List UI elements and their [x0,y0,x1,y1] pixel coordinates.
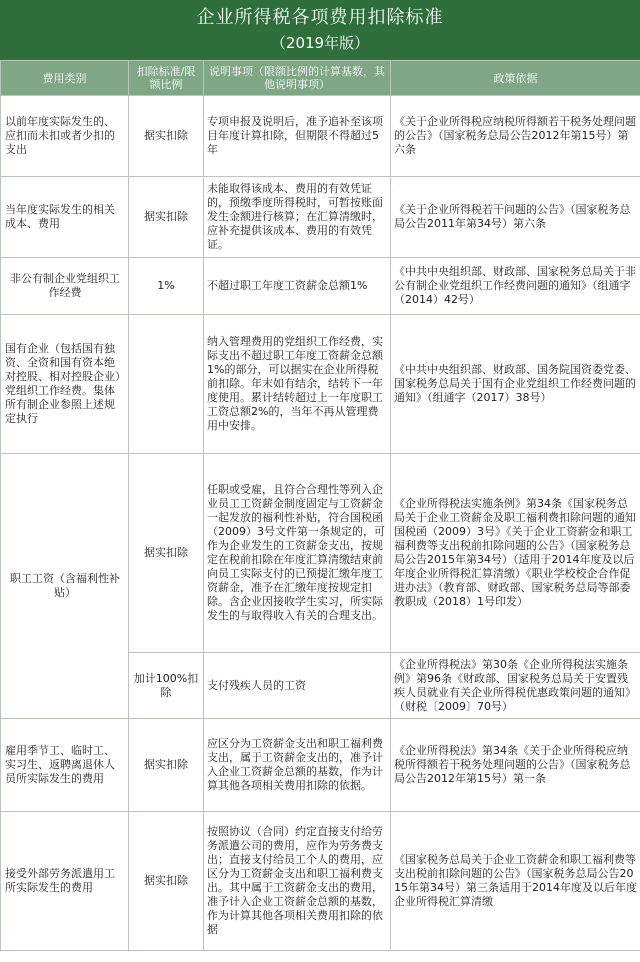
category-cell: 职工工资（含福利性补贴） [1,454,129,719]
standard-cell: 1% [129,258,204,315]
standard-cell: 加计100%扣除 [129,653,204,719]
policy-cell: 《企业所得税法实施条例》第34条《国家税务总局关于企业工资薪金及职工福利费扣除问题的通知国税函（2009）3号》《关于企业工资薪金和职工福利费等支出税前扣除问题的公告》（国家税务总局公告2015年第34号）（适用于2014年度及以后年度企业所得税汇算清缴）《职业学校校企合作促进办法》（教育部、财政部、国家税务总局等部委教职成（2018）1号印发） [391,454,640,653]
note-cell: 未能取得该成本、费用的有效凭证的，预缴季度所得税时，可暂按账面发生金额进行核算；在汇算清缴时，应补充提供该成本、费用的有效凭证。 [204,177,391,258]
category-cell: 非公有制企业党组织工作经费 [1,258,129,315]
table-row [1,454,640,653]
policy-cell: 《国家税务总局关于企业工资薪金和职工福利费等支出税前扣除问题的公告》（国家税务总局公告2015年第34号）第三条适用于2014年度及以后年度企业所得税汇算清缴 [391,812,640,951]
note-cell: 专项申报及说明后，准予追补至该项目年度计算扣除，但期限不得超过5年 [204,96,391,177]
category-cell: 接受外部劳务派遣用工所实际发生的费用 [1,812,129,951]
note-cell: 纳入管理费用的党组织工作经费，实际支出不超过职工年度工资薪金总额1%的部分，可以据实在企业所得税前扣除。年末如有结余，结转下一年度使用。累计结转超过上一年度职工工资总额2%的，当年不再从管理费用中安排。 [204,315,391,454]
policy-cell: 《关于企业所得税应纳税所得额若干税务处理问题的公告》（国家税务总局公告2012年第15号）第六条 [391,96,640,177]
category-cell: 国有企业（包括国有独资、全资和国有资本绝对控股、相对控股企业）党组织工作经费。集体所有制企业参照上述规定执行 [1,315,129,454]
policy-cell: 《关于企业所得税若干问题的公告》（国家税务总局公告2011年第34号）第六条 [391,177,640,258]
standard-cell [129,315,204,454]
table-row [1,258,640,315]
note-cell: 支付残疾人员的工资 [204,653,391,719]
column-header-policy: 政策依据 [391,61,640,96]
table-row [1,177,640,258]
standard-cell: 据实扣除 [129,96,204,177]
table-row [1,719,640,812]
deduction-standards-table [0,60,640,951]
policy-cell: 《企业所得税法》第34条《关于企业所得税应纳税所得额若干税务处理问题的公告》（国家税务总局公告2012年第15号）第一条 [391,719,640,812]
category-cell: 当年度实际发生的相关成本、费用 [1,177,129,258]
table-row [1,96,640,177]
column-header-standard: 扣除标准/限额比例 [129,61,204,96]
category-cell: 以前年度实际发生的、应扣而未扣或者少扣的支出 [1,96,129,177]
document-subtitle: （2019年版） [270,34,370,52]
standard-cell: 据实扣除 [129,719,204,812]
document-title: 企业所得税各项费用扣除标准 [196,7,444,28]
standard-cell: 据实扣除 [129,177,204,258]
note-cell: 按照协议（合同）约定直接支付给劳务派遣公司的费用，应作为劳务费支出；直接支付给员工个人的费用，应区分为工资薪金支出和职工福利费支出。其中属于工资薪金支出的费用，准予计入企业工资薪金总额的基数，作为计算其他各项相关费用扣除的依据 [204,812,391,951]
category-cell: 雇用季节工、临时工、实习生、返聘离退休人员所实际发生的费用 [1,719,129,812]
standard-cell: 据实扣除 [129,454,204,653]
policy-cell: 《中共中央组织部、财政部、国家税务总局关于非公有制企业党组织工作经费问题的通知》（组通字（2014）42号） [391,258,640,315]
table-row [1,315,640,454]
note-cell: 应区分为工资薪金支出和职工福利费支出，属于工资薪金支出的，准予计入企业工资薪金总额的基数，作为计算其他各项相关费用扣除的依据。 [204,719,391,812]
table-header-row [1,61,640,96]
policy-cell: 《企业所得税法》第30条《企业所得税法实施条例》第96条《财政部、国家税务总局关于安置残疾人员就业有关企业所得税优惠政策问题的通知》（财税〔2009〕70号） [391,653,640,719]
column-header-category: 费用类别 [1,61,129,96]
note-cell: 不超过职工年度工资薪金总额1% [204,258,391,315]
title-banner [0,0,640,60]
standard-cell: 据实扣除 [129,812,204,951]
column-header-note: 说明事项（限额比例的计算基数，其他说明事项） [204,61,391,96]
table-row [1,812,640,951]
policy-cell: 《中共中央组织部、财政部、国务院国资委党委、国家税务总局关于国有企业党组织工作经费问题的通知》（组通字（2017）38号） [391,315,640,454]
note-cell: 任职或受雇，且符合合理性等列入企业员工工资薪金制度固定与工资薪金一起发放的福利性补贴，符合国税函（2009）3号文件第一条规定的，可作为企业发生的工资薪金支出，按规定在税前扣除在年度汇算清缴结束前向员工实际支付的已预提汇缴年度工资薪金，准予在汇缴年度按规定扣除。含企业因接收学生实习，所实际发生的与取得收入有关的合理支出。 [204,454,391,653]
